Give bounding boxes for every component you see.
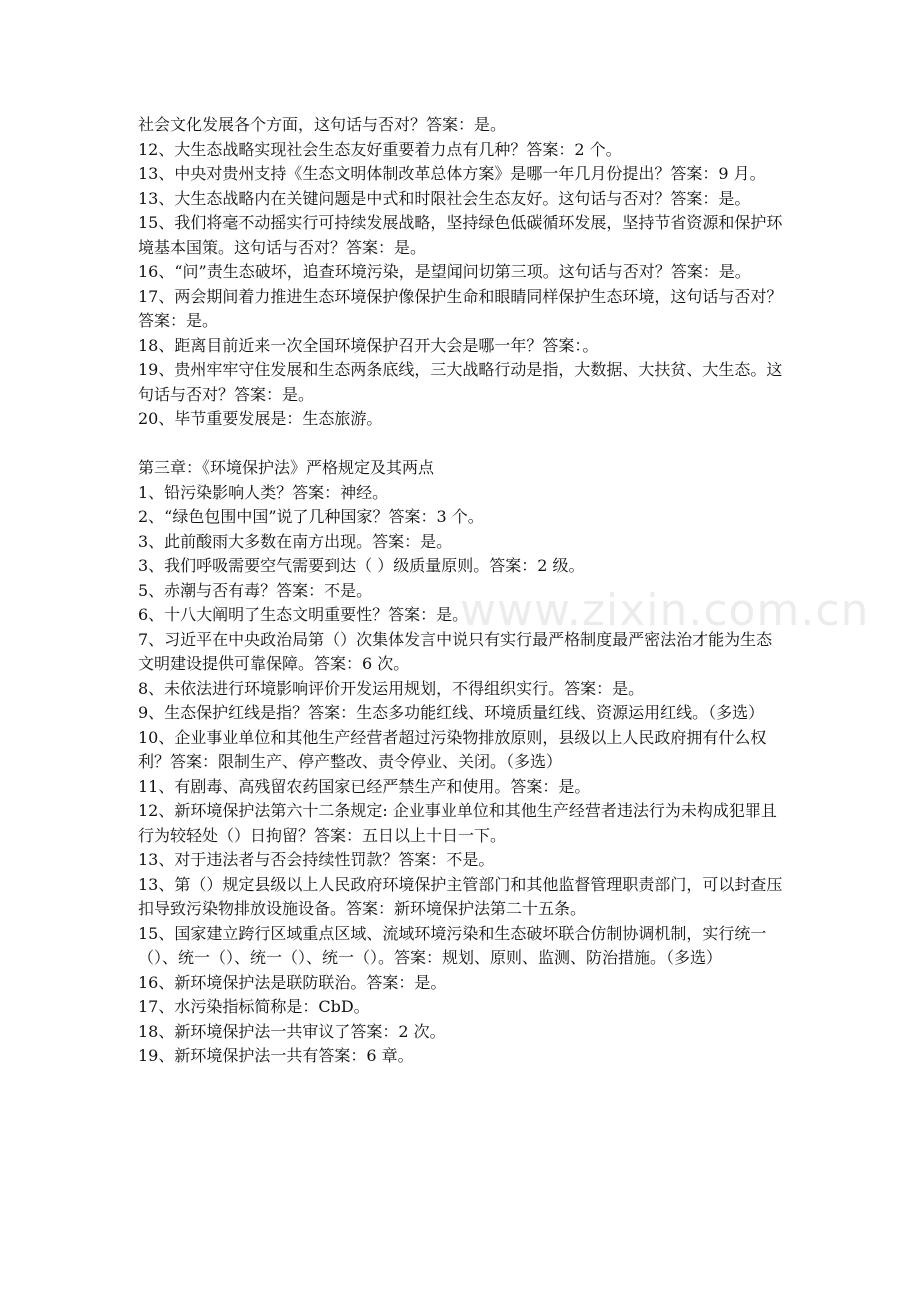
question-item: 12、新环境保护法第六十二条规定: 企业事业单位和其他生产经营者违法行为未构成犯罪且行为较轻处（）日拘留？答案：五日以上十日一下。 <box>138 801 777 845</box>
question-item: 20、毕节重要发展是：生态旅游。 <box>138 409 383 428</box>
question-item: 2、“绿色包围中国”说了几种国家？答案：3 个。 <box>138 507 484 526</box>
question-item: 3、此前酸雨大多数在南方出现。答案：是。 <box>138 531 453 551</box>
question-item: 17、两会期间着力推进生态环境保护像保护生命和眼睛同样保护生态环境，这句话与否对？答案：是。 <box>138 286 783 330</box>
question-item: 19、贵州牢牢守住发展和生态两条底线，三大战略行动是指，大数据、大扶贫、大生态。这句话与否对？答案：是。 <box>138 360 783 404</box>
question-item: 社会文化发展各个方面，这句话与否对？答案：是。 <box>138 115 507 134</box>
question-item: 13、大生态战略内在关键问题是中式和时限社会生态友好。这句话与否对？答案：是。 <box>138 188 751 208</box>
question-item: 19、新环境保护法一共有答案：6 章。 <box>138 1046 414 1065</box>
question-item: 16、新环境保护法是联防联治。答案：是。 <box>138 972 447 992</box>
question-item: 16、“问”责生态破坏，追查环境污染，是望闻问切第三项。这句话与否对？答案：是。 <box>138 262 751 281</box>
question-item: 7、习近平在中央政治局第（）次集体发言中说只有实行最严格制度最严密法治才能为生态文明建设提供可靠保障。答案：6 次。 <box>138 629 773 673</box>
question-item: 13、中央对贵州支持《生态文明体制改革总体方案》是哪一年几月份提出？答案：9 月。 <box>138 164 766 183</box>
paragraph-gap <box>138 432 788 457</box>
question-item: 10、企业事业单位和其他生产经营者超过污染物排放原则，县级以上人民政府拥有什么权利？答案：限制生产、停产整改、责令停业、关闭。（多选） <box>138 727 767 771</box>
question-item: 15、我们将毫不动摇实行可持续发展战略，坚持绿色低碳循环发展，坚持节省资源和保护环境基本国策。这句话与否对？答案：是。 <box>138 213 783 257</box>
question-item: 9、生态保护红线是指？答案：生态多功能红线、环境质量红线、资源运用红线。（多选） <box>138 703 765 722</box>
question-item: 18、距离目前近来一次全国环境保护召开大会是哪一年？答案：。 <box>138 335 599 355</box>
question-item: 8、未依法进行环境影响评价开发运用规划，不得组织实行。答案：是。 <box>138 678 645 698</box>
question-item: 1、铅污染影响人类？答案：神经。 <box>138 482 389 502</box>
question-item: 11、有剧毒、高残留农药国家已经严禁生产和使用。答案：是。 <box>138 776 591 796</box>
question-item: 6、十八大阐明了生态文明重要性？答案：是。 <box>138 605 469 624</box>
chapter-title: 第三章：《环境保护法》严格规定及其两点 <box>138 458 435 477</box>
question-item: 18、新环境保护法一共审议了答案：2 次。 <box>138 1021 446 1041</box>
question-item: 5、赤潮与否有毒？答案：不是。 <box>138 580 373 600</box>
question-item: 13、第（）规定县级以上人民政府环境保护主管部门和其他监督管理职责部门，可以封查压扣导致污染物排放设施设备。答案：新环境保护法第二十五条。 <box>138 874 783 918</box>
question-item: 17、水污染指标简称是：CbD。 <box>138 997 370 1016</box>
question-item: 13、对于违法者与否会持续性罚款？答案：不是。 <box>138 850 495 869</box>
question-item: 3、我们呼吸需要空气需要到达（ ）级质量原则。答案：2 级。 <box>138 556 585 575</box>
question-item: 12、大生态战略实现社会生态友好重要着力点有几种？答案：2 个。 <box>138 139 622 159</box>
watermark-text: www.zixin.com.cn <box>460 585 870 636</box>
document-body <box>138 113 870 1069</box>
chapter-three-question-list <box>138 481 870 1069</box>
question-item: 15、国家建立跨行区域重点区域、流域环境污染和生态破坏联合仿制协调机制，实行统一（）、统一（）、统一（）、统一（）。答案：规划、原则、监测、防治措施。（多选） <box>138 923 767 967</box>
question-list-continued <box>138 113 788 432</box>
